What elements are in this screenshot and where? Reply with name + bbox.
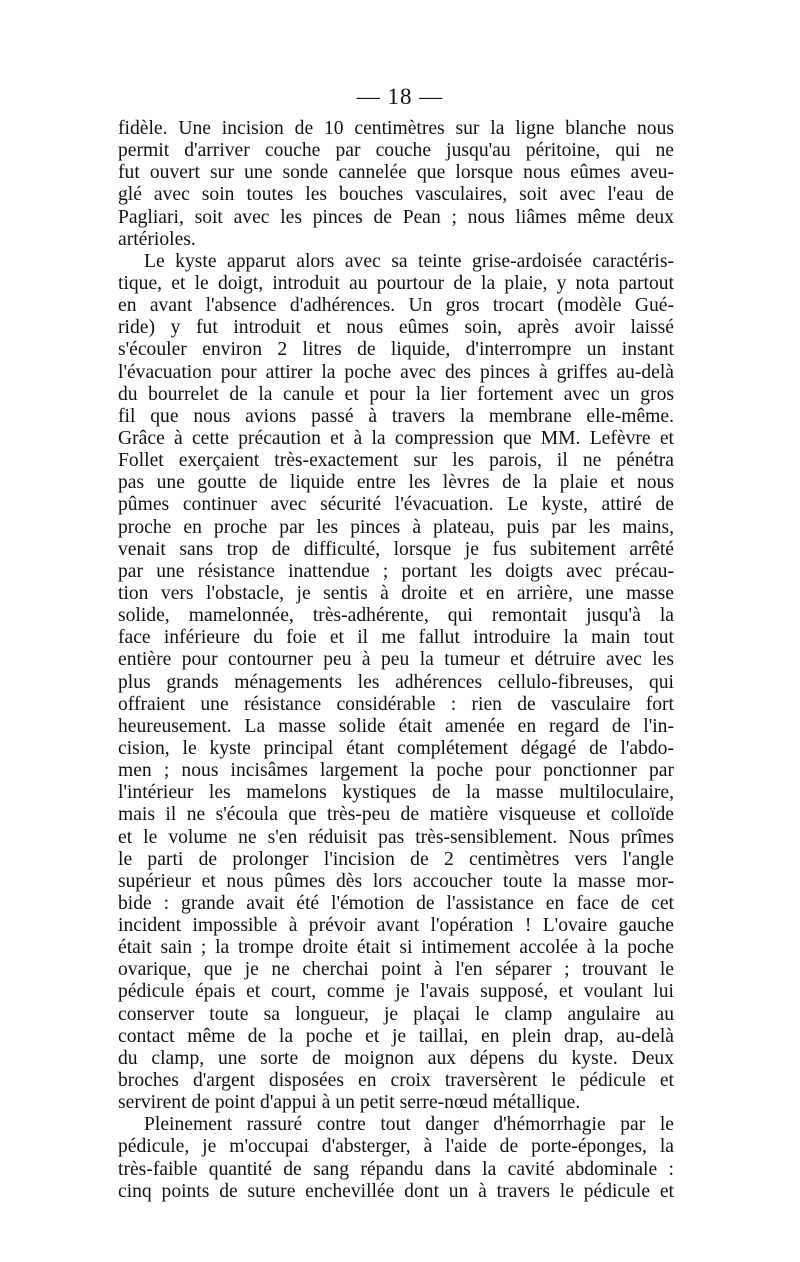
text-line: solide, mamelonnée, très-adhérente, qui remontait jusqu'à la bbox=[118, 605, 674, 627]
text-line: entière pour contourner peu à peu la tumeur et détruire avec les bbox=[118, 649, 674, 671]
text-line: face inférieure du foie et il me fallut introduire la main tout bbox=[118, 627, 674, 649]
text-line: pédicule épais et court, comme je l'avais supposé, et voulant lui bbox=[118, 981, 674, 1003]
text-line: et le volume ne s'en réduisit pas très-sensiblement. Nous prîmes bbox=[118, 826, 674, 848]
text-line: bide : grande avait été l'émotion de l'assistance en face de cet bbox=[118, 892, 674, 914]
text-line: contact même de la poche et je taillai, en plein drap, au-delà bbox=[118, 1025, 674, 1047]
text-line: artérioles. bbox=[118, 228, 196, 250]
text-line: était sain ; la trompe droite était si intimement accolée à la poche bbox=[118, 937, 674, 959]
text-line: pas une goutte de liquide entre les lèvres de la plaie et nous bbox=[118, 472, 674, 494]
text-line: supérieur et nous pûmes dès lors accoucher toute la masse mor- bbox=[118, 870, 674, 892]
text-line: l'évacuation pour attirer la poche avec des pinces à griffes au-delà bbox=[118, 361, 674, 383]
text-line: proche en proche par les pinces à plateau, puis par les mains, bbox=[118, 516, 674, 538]
text-line: offraient une résistance considérable : rien de vasculaire fort bbox=[118, 693, 674, 715]
text-line: pédicule, je m'occupai d'absterger, à l'aide de porte-éponges, la bbox=[118, 1136, 674, 1158]
text-line: Grâce à cette précaution et à la compression que MM. Lefèvre et bbox=[118, 427, 674, 449]
text-line: Le kyste apparut alors avec sa teinte grise-ardoisée caractéris- bbox=[144, 250, 674, 272]
text-line: conserver toute sa longueur, je plaçai le clamp angulaire au bbox=[118, 1003, 674, 1025]
text-line: glé avec soin toutes les bouches vasculaires, soit avec l'eau de bbox=[118, 184, 674, 206]
text-line: Pleinement rassuré contre tout danger d'hémorrhagie par le bbox=[144, 1114, 674, 1136]
text-line: tique, et le doigt, introduit au pourtour de la plaie, y nota partout bbox=[118, 272, 674, 294]
text-line: par une résistance inattendue ; portant les doigts avec précau- bbox=[118, 560, 674, 582]
text-line: fidèle. Une incision de 10 centimètres sur la ligne blanche nous bbox=[118, 118, 674, 139]
text-line: tion vers l'obstacle, je sentis à droite et en arrière, une masse bbox=[118, 582, 674, 604]
text-line: permit d'arriver couche par couche jusqu'au péritoine, qui ne bbox=[118, 140, 674, 162]
text-line: plus grands ménagements les adhérences cellulo-fibreuses, qui bbox=[118, 671, 674, 693]
text-line: men ; nous incisâmes largement la poche pour ponctionner par bbox=[118, 760, 674, 782]
text-line: Follet exerçaient très-exactement sur les parois, il ne pénétra bbox=[118, 450, 674, 472]
text-line: en avant l'absence d'adhérences. Un gros trocart (modèle Gué- bbox=[118, 295, 674, 317]
page-number: — 18 — bbox=[356, 84, 444, 109]
text-line: ovarique, que je ne cherchai point à l'en séparer ; trouvant le bbox=[118, 959, 674, 981]
text-line: cision, le kyste principal étant complétement dégagé de l'abdo- bbox=[118, 737, 674, 759]
text-line: heureusement. La masse solide était amenée en regard de l'in- bbox=[118, 715, 674, 737]
text-line: servirent de point d'appui à un petit serre-nœud métallique. bbox=[118, 1092, 581, 1114]
text-line: le parti de prolonger l'incision de 2 centimètres vers l'angle bbox=[118, 848, 674, 870]
text-line: venait sans trop de difficulté, lorsque je fus subitement arrêté bbox=[118, 538, 674, 560]
text-line: incident impossible à prévoir avant l'opération ! L'ovaire gauche bbox=[118, 915, 674, 937]
text-line: Pagliari, soit avec les pinces de Pean ; nous liâmes même deux bbox=[118, 206, 674, 228]
text-line: s'écouler environ 2 litres de liquide, d'interrompre un instant bbox=[118, 339, 674, 361]
text-line: fil que nous avions passé à travers la membrane elle-même. bbox=[118, 405, 674, 427]
text-line: du bourrelet de la canule et pour la lier fortement avec un gros bbox=[118, 383, 674, 405]
text-line: très-faible quantité de sang répandu dans la cavité abdominale : bbox=[118, 1158, 674, 1180]
text-line: broches d'argent disposées en croix traversèrent le pédicule et bbox=[118, 1070, 674, 1092]
text-line: l'intérieur les mamelons kystiques de la masse multiloculaire, bbox=[118, 782, 674, 804]
text-line: fut ouvert sur une sonde cannelée que lorsque nous eûmes aveu- bbox=[118, 162, 674, 184]
text-line: cinq points de suture enchevillée dont un à travers le pédicule et bbox=[118, 1180, 674, 1202]
text-line: mais il ne s'écoula que très-peu de matière visqueuse et colloïde bbox=[118, 804, 674, 826]
body-text bbox=[118, 118, 674, 1203]
text-line: du clamp, une sorte de moignon aux dépens du kyste. Deux bbox=[118, 1047, 674, 1069]
text-line: pûmes continuer avec sécurité l'évacuation. Le kyste, attiré de bbox=[118, 494, 674, 516]
text-line: ride) y fut introduit et nous eûmes soin, après avoir laissé bbox=[118, 317, 674, 339]
